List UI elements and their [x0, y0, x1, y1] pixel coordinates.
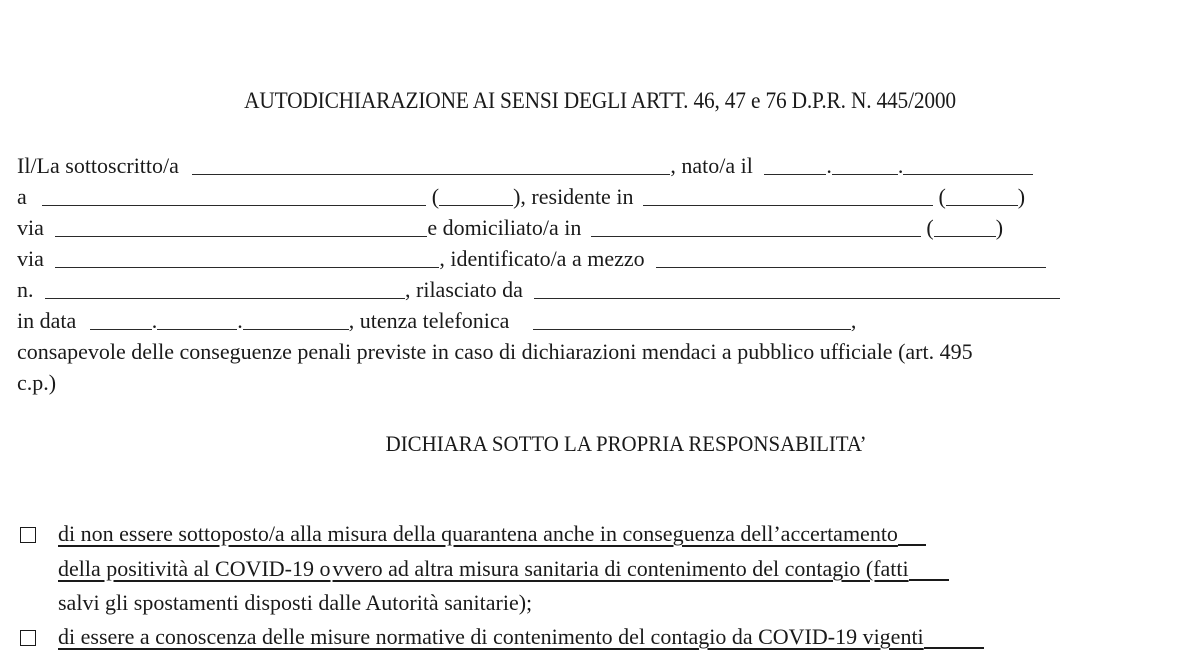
- form-line-id-number: [17, 276, 1060, 302]
- label-nato: , nato/a il: [670, 153, 753, 178]
- form-line-birthplace: [17, 183, 1025, 209]
- phone-field[interactable]: [533, 309, 851, 330]
- label-identificato: , identificato/a a mezzo: [439, 246, 645, 271]
- id-number-field[interactable]: [45, 278, 405, 299]
- paren-open: (: [431, 184, 440, 209]
- full-name-field[interactable]: [192, 154, 670, 175]
- id-document-field[interactable]: [656, 247, 1046, 268]
- issue-year-field[interactable]: [243, 309, 349, 330]
- label-in-data: in data: [17, 308, 77, 333]
- birth-year-field[interactable]: [903, 154, 1033, 175]
- document-title: AUTODICHIARAZIONE AI SENSI DEGLI ARTT. 46, 47 e 76 D.P.R. N. 445/2000: [244, 88, 956, 113]
- comma: ,: [850, 308, 857, 333]
- label-utenza: , utenza telefonica: [348, 308, 510, 333]
- label-residente: ), residente in: [513, 184, 634, 209]
- date-sep: .: [826, 153, 832, 178]
- issued-by-field[interactable]: [534, 278, 1060, 299]
- section-title: DICHIARA SOTTO LA PROPRIA RESPONSABILITA’: [385, 431, 867, 456]
- residence-city-field[interactable]: [643, 185, 933, 206]
- declaration-1-line-2: della positività al COVID-19 ovvero ad altra misura sanitaria di contenimento del contagio (fatti: [58, 552, 949, 586]
- residence-province-field[interactable]: [946, 185, 1018, 206]
- residence-street-field[interactable]: [55, 216, 427, 237]
- label-sottoscritto: Il/La sottoscritto/a: [17, 153, 179, 178]
- declaration-1-line-1: di non essere sottoposto/a alla misura della quarantena anche in conseguenza dell’accertamento: [58, 517, 926, 551]
- label-rilasciato: , rilasciato da: [405, 277, 523, 302]
- issue-day-field[interactable]: [90, 309, 152, 330]
- form-line-issue-date: [17, 307, 856, 333]
- date-sep: .: [237, 308, 243, 333]
- form-line-name: [17, 152, 1033, 178]
- declaration-1-line-3: salvi gli spostamenti disposti dalle Autorità sanitarie);: [58, 590, 533, 615]
- declaration-2-checkbox[interactable]: [20, 630, 36, 646]
- form-line-residence-street: [17, 214, 1003, 240]
- birth-place-field[interactable]: [42, 185, 426, 206]
- declaration-1-checkbox[interactable]: [20, 527, 36, 543]
- birth-day-field[interactable]: [764, 154, 826, 175]
- awareness-text: consapevole delle conseguenze penali previste in caso di dichiarazioni mendaci a pubblico ufficiale (art. 495: [17, 339, 973, 364]
- domicile-province-field[interactable]: [934, 216, 996, 237]
- paren-open: (: [938, 184, 946, 209]
- date-sep: .: [151, 308, 158, 333]
- paren-open: (: [926, 215, 934, 240]
- issue-month-field[interactable]: [157, 309, 237, 330]
- domicile-city-field[interactable]: [591, 216, 921, 237]
- domicile-street-field[interactable]: [55, 247, 439, 268]
- label-domiciliato: e domiciliato/a in: [427, 215, 582, 240]
- paren-close: ): [1017, 184, 1026, 209]
- label-via: via: [17, 246, 44, 271]
- form-line-domicile-street: [17, 245, 1046, 271]
- birth-month-field[interactable]: [832, 154, 898, 175]
- label-n: n.: [17, 277, 34, 302]
- label-a: a: [17, 184, 27, 209]
- paren-close: ): [995, 215, 1004, 240]
- birth-province-field[interactable]: [439, 185, 513, 206]
- label-via: via: [17, 215, 44, 240]
- awareness-text-cont: c.p.): [17, 370, 57, 395]
- date-sep: .: [897, 153, 904, 178]
- declaration-2-line-1: di essere a conoscenza delle misure normative di contenimento del contagio da COVID-19 vigenti: [58, 620, 984, 654]
